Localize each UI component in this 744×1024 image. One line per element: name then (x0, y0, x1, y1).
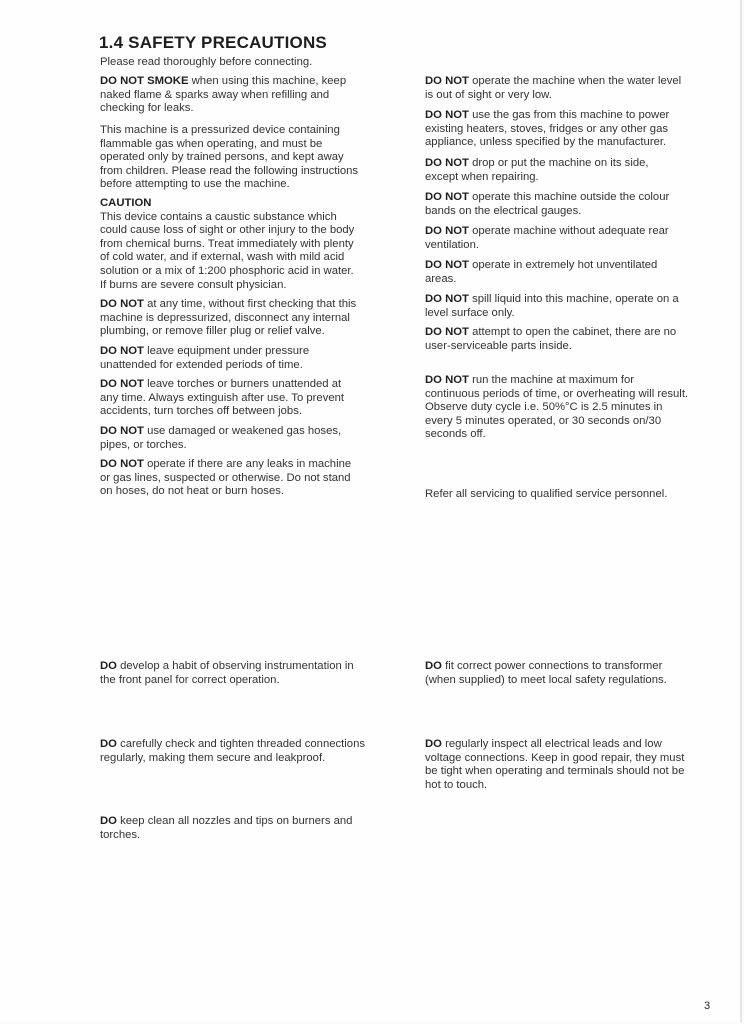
precaution-keyword: DO NOT (425, 157, 469, 169)
precaution-keyword: DO NOT (100, 345, 144, 357)
precaution-item (100, 345, 400, 372)
precaution-text: This machine is a pressurized device containing flammable gas when operating, and must be operated only by trained persons, and kept away from children. Please read the following instructions before attempting to use the machine. (100, 124, 359, 191)
precaution-item (425, 374, 744, 442)
precaution-text: operate in extremely hot unventilated areas. (425, 259, 658, 285)
precaution-text: fit correct power connections to transformer (when supplied) to meet local safety regulations. (425, 660, 667, 686)
precaution-text: operate if there are any leaks in machine or gas lines, suspected or otherwise. Do not stand on hoses, do not heat or burn hoses. (100, 458, 352, 498)
precaution-keyword: DO (100, 738, 117, 750)
precaution-item (100, 815, 400, 842)
precaution-item (425, 157, 744, 184)
precaution-item (100, 378, 400, 419)
precaution-text: leave torches or burners unattended at any time. Always extinguish after use. To prevent accidents, turn torches off between jobs. (100, 378, 345, 418)
page-number: 3 (704, 1000, 711, 1012)
precaution-keyword: DO NOT (100, 378, 144, 390)
precaution-text: when using this machine, keep naked flame & sparks away when refilling and checking for leaks. (100, 75, 347, 115)
precaution-item (425, 109, 744, 150)
precaution-text: regularly inspect all electrical leads and low voltage connections. Keep in good repair, they must be tight when operating and terminals should not be hot to touch. (425, 738, 685, 791)
precaution-keyword: DO NOT (425, 191, 469, 203)
precaution-item (100, 124, 400, 192)
precaution-text: operate the machine when the water level is out of sight or very low. (425, 75, 682, 101)
precaution-item (425, 738, 744, 792)
precaution-text: run the machine at maximum for continuous periods of time, or overheating will result. Observe duty cycle i.e. 50%°C is 2.5 minutes in every 5 minutes operated, or 30 seconds on/30 seconds off. (425, 374, 689, 441)
precaution-text: use the gas from this machine to power existing heaters, stoves, fridges or any other gas appliance, unless specified by the manufacturer. (425, 109, 670, 149)
precaution-item (100, 197, 400, 292)
precaution-text: drop or put the machine on its side, except when repairing. (425, 157, 649, 183)
precaution-item (100, 75, 400, 116)
precaution-keyword: DO NOT (100, 458, 144, 470)
precaution-text: leave equipment under pressure unattended for extended periods of time. (100, 345, 310, 371)
precaution-text: spill liquid into this machine, operate on a level surface only. (425, 293, 679, 319)
precaution-item (425, 75, 744, 102)
precaution-keyword: DO NOT (425, 225, 469, 237)
precaution-item (100, 298, 400, 339)
precaution-keyword: DO (100, 660, 117, 672)
precaution-item (425, 259, 744, 286)
precaution-text: operate this machine outside the colour bands on the electrical gauges. (425, 191, 670, 217)
precaution-keyword: DO NOT (425, 75, 469, 87)
intro-text: Please read thoroughly before connecting. (100, 56, 313, 68)
precaution-keyword: DO NOT (100, 425, 144, 437)
precaution-item (100, 738, 400, 765)
precaution-text: operate machine without adequate rear ventilation. (425, 225, 669, 251)
precaution-text: use damaged or weakened gas hoses, pipes, or torches. (100, 425, 342, 451)
precaution-item (425, 191, 744, 218)
precaution-keyword: DO NOT (425, 109, 469, 121)
precaution-keyword: DO NOT (425, 374, 469, 386)
precaution-keyword: DO (425, 660, 442, 672)
precaution-item (425, 326, 744, 353)
precaution-item (425, 660, 744, 687)
precaution-keyword: CAUTION (100, 197, 152, 209)
precaution-keyword: DO NOT SMOKE (100, 75, 189, 87)
precaution-item (100, 660, 400, 687)
precaution-keyword: DO NOT (425, 293, 469, 305)
section-title: 1.4 SAFETY PRECAUTIONS (99, 33, 327, 52)
precaution-keyword: DO (425, 738, 442, 750)
precaution-item (100, 425, 400, 452)
precaution-item (425, 488, 744, 502)
precaution-item (425, 225, 744, 252)
precaution-text: This device contains a caustic substance which could cause loss of sight or other injury to the body from chemical burns. Treat immediately with plenty of cold water, and if external, wash with mild acid solution or a mix of 1:200 phosphoric acid in water. If burns are severe consult physician. (100, 210, 355, 291)
precaution-keyword: DO (100, 815, 117, 827)
precaution-item (425, 293, 744, 320)
precaution-text: develop a habit of observing instrumentation in the front panel for correct operation. (100, 660, 354, 686)
precaution-text: attempt to open the cabinet, there are no user-serviceable parts inside. (425, 326, 677, 352)
precaution-keyword: DO NOT (100, 298, 144, 310)
precaution-text: Refer all servicing to qualified service personnel. (425, 488, 668, 500)
precaution-text: at any time, without first checking that this machine is depressurized, disconnect any internal plumbing, or remove filler plug or relief valve. (100, 298, 357, 338)
precaution-text: carefully check and tighten threaded connections regularly, making them secure and leakproof. (100, 738, 366, 764)
precaution-item (100, 458, 400, 499)
precaution-keyword: DO NOT (425, 326, 469, 338)
precaution-text: keep clean all nozzles and tips on burners and torches. (100, 815, 353, 841)
precaution-keyword: DO NOT (425, 259, 469, 271)
